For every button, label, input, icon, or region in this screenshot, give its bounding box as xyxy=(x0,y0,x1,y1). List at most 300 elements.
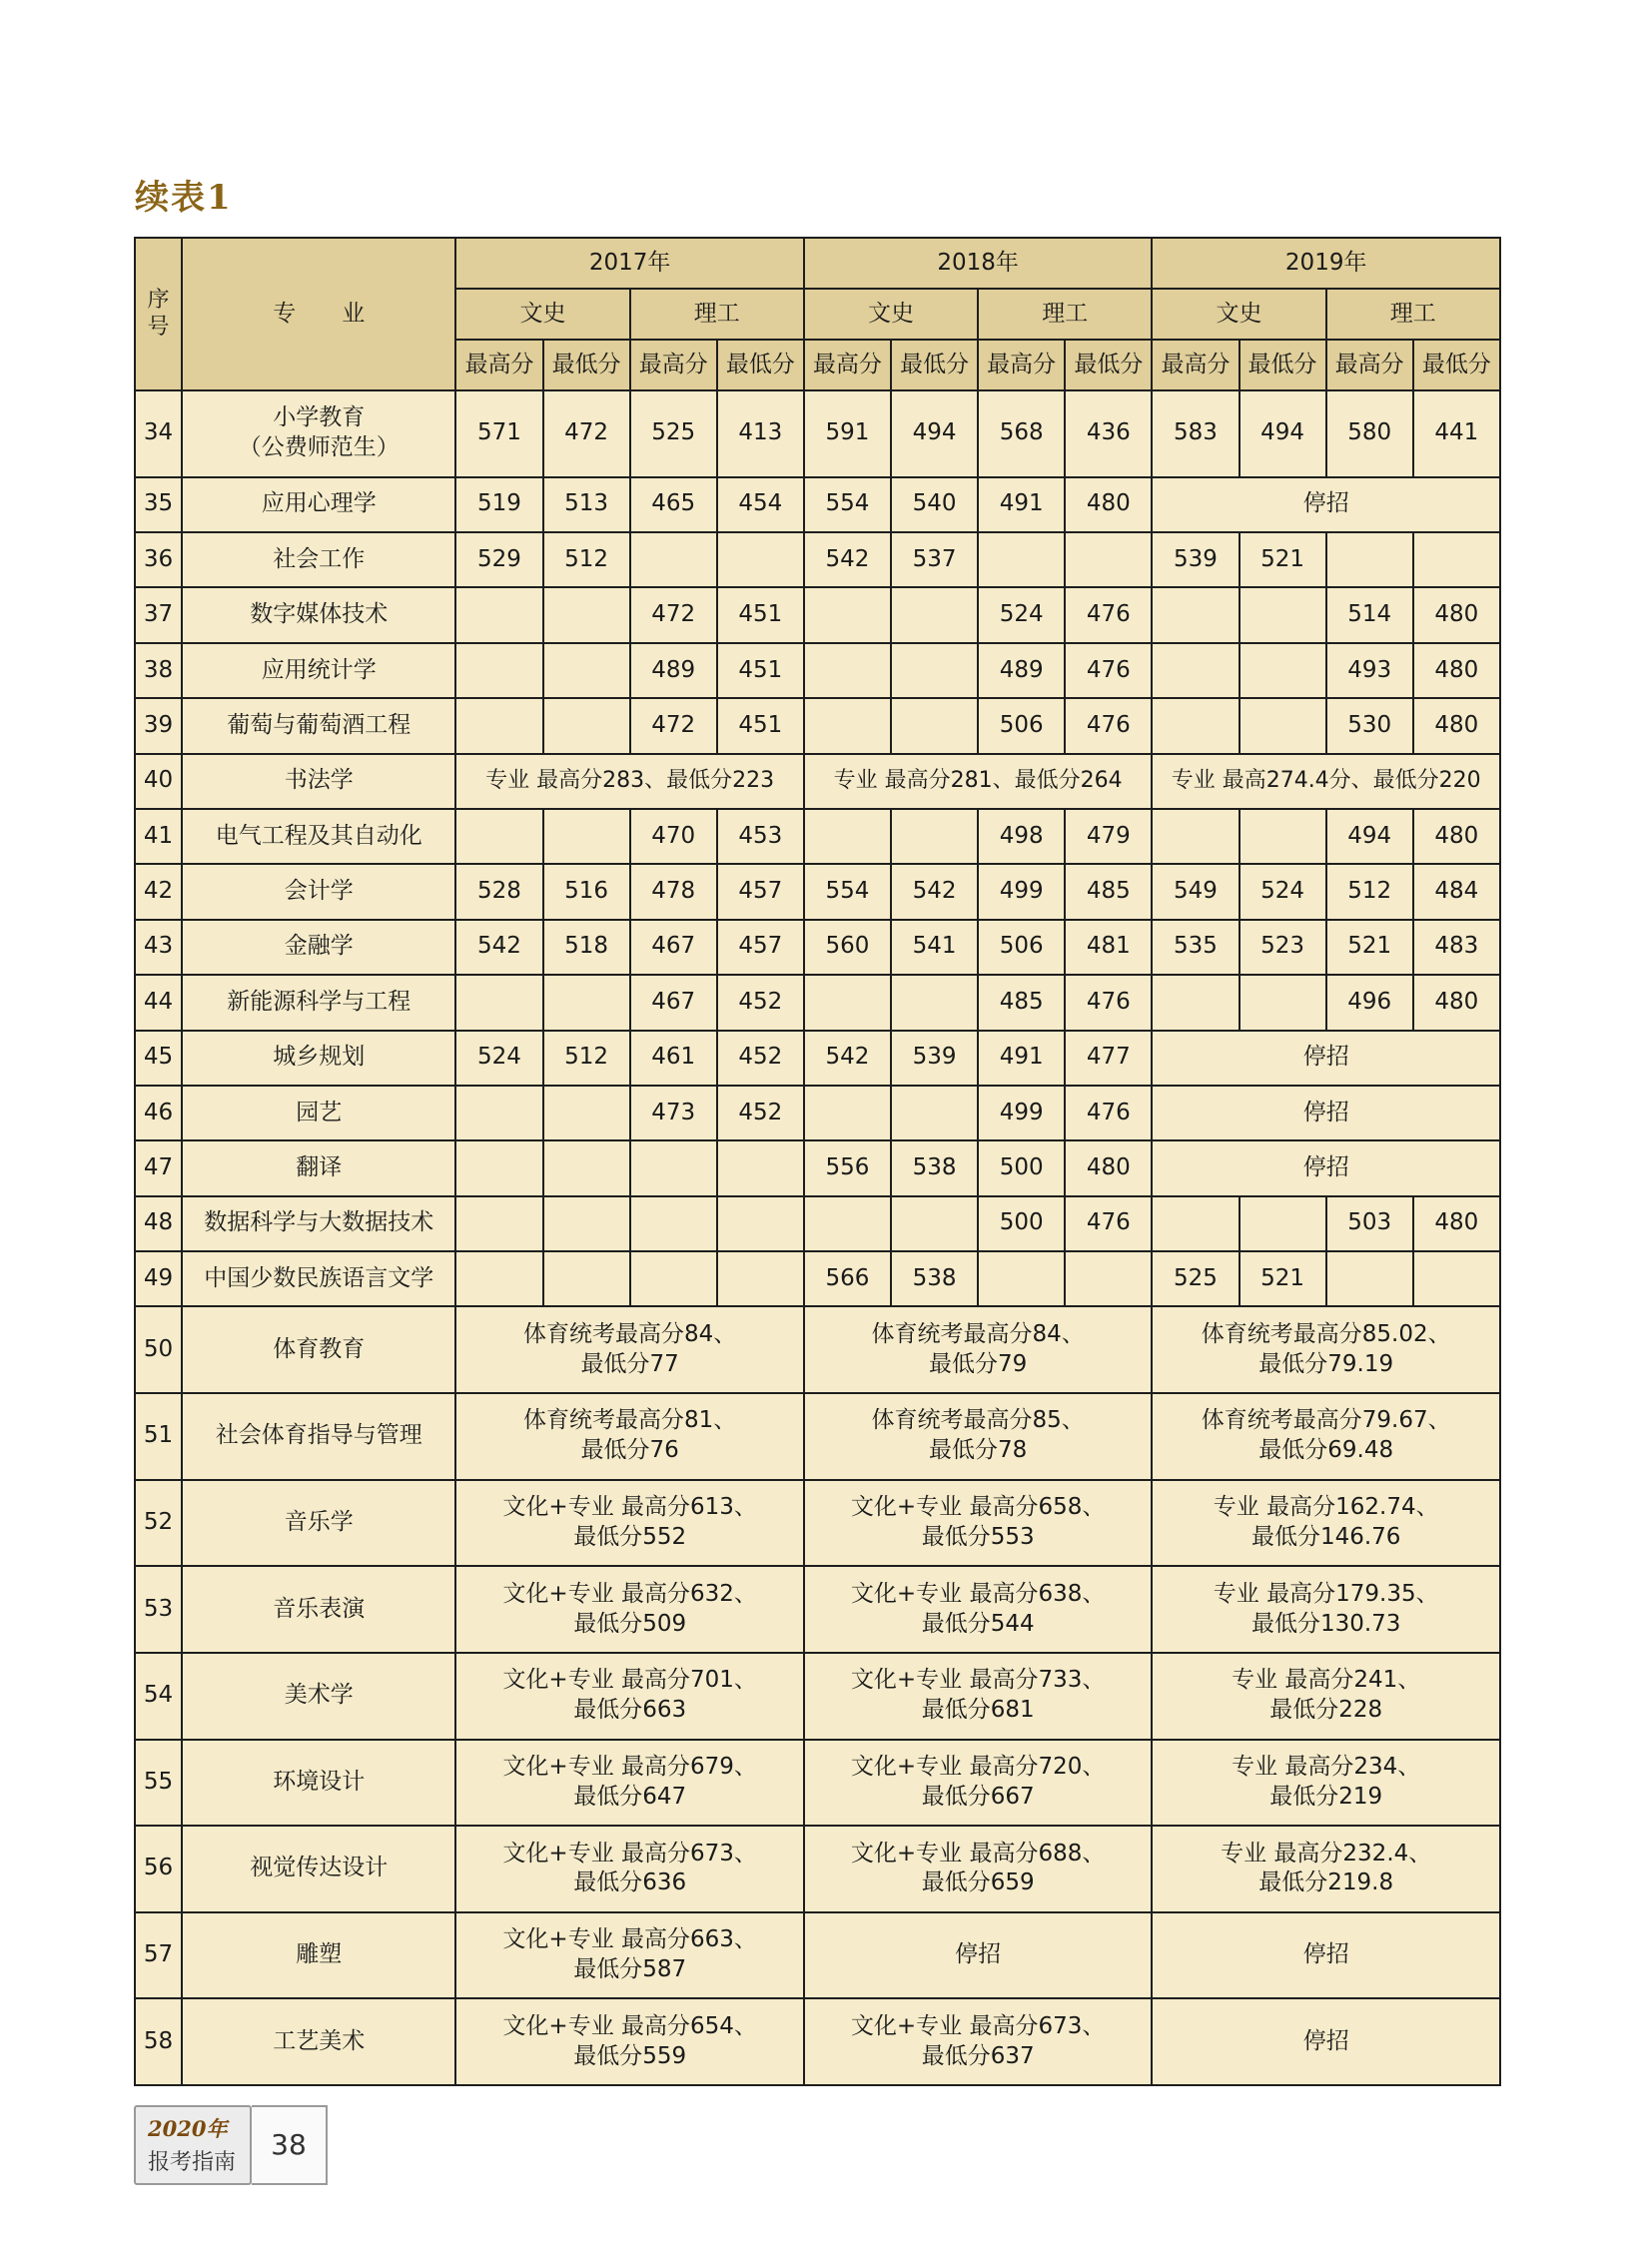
year-note-cell xyxy=(804,1393,1152,1480)
score-cell: 506 xyxy=(978,920,1065,975)
max-header: 最高分 xyxy=(804,340,891,390)
score-cell: 489 xyxy=(630,643,717,698)
page-number: 38 xyxy=(252,2105,328,2185)
score-cell: 539 xyxy=(1152,532,1239,587)
score-cell: 476 xyxy=(1065,587,1152,642)
score-cell: 521 xyxy=(1239,532,1326,587)
note-line: 最低分509 xyxy=(573,1610,687,1637)
track-header: 理工 xyxy=(1326,289,1500,340)
track-header: 理工 xyxy=(978,289,1152,340)
major-name xyxy=(182,390,455,477)
score-cell: 472 xyxy=(630,587,717,642)
score-cell xyxy=(891,643,978,698)
score-cell xyxy=(804,809,891,864)
row-number: 49 xyxy=(135,1251,182,1306)
score-cell xyxy=(978,532,1065,587)
row-number: 39 xyxy=(135,698,182,753)
score-cell xyxy=(630,1251,717,1306)
score-cell: 512 xyxy=(543,532,630,587)
score-cell xyxy=(891,1196,978,1251)
note-line: 文化+专业 最高分679、 xyxy=(502,1753,757,1780)
min-header: 最低分 xyxy=(1065,340,1152,390)
score-cell: 535 xyxy=(1152,920,1239,975)
table-row xyxy=(135,1393,1500,1480)
score-cell: 568 xyxy=(978,390,1065,477)
major-line: 美术学 xyxy=(284,1682,354,1709)
score-cell: 538 xyxy=(891,1140,978,1195)
note-line: 最低分559 xyxy=(573,2042,687,2069)
year-note-cell xyxy=(804,1998,1152,2085)
score-cell: 480 xyxy=(1413,698,1500,753)
year-header: 2017年 xyxy=(455,238,803,289)
score-cell: 481 xyxy=(1065,920,1152,975)
score-cell: 467 xyxy=(630,920,717,975)
score-cell: 537 xyxy=(891,532,978,587)
major-name xyxy=(182,1912,455,1999)
major-line: 会计学 xyxy=(284,878,354,905)
row-number: 58 xyxy=(135,1998,182,2085)
note-line: 体育统考最高分79.67、 xyxy=(1201,1407,1451,1434)
score-cell xyxy=(1239,809,1326,864)
score-cell xyxy=(1239,587,1326,642)
major-line: 雕塑 xyxy=(296,1941,343,1968)
note-line: 专业 最高分179.35、 xyxy=(1213,1580,1439,1607)
major-line: （公费师范生） xyxy=(238,434,400,461)
table-row xyxy=(135,1566,1500,1653)
year-note-cell xyxy=(804,1566,1152,1653)
footer-guide: 报考指南 xyxy=(148,2150,237,2175)
table-row xyxy=(135,1998,1500,2085)
score-cell: 472 xyxy=(630,698,717,753)
row-number: 46 xyxy=(135,1086,182,1140)
major-line: 中国少数民族语言文学 xyxy=(204,1264,434,1291)
year-note-cell xyxy=(804,1740,1152,1827)
score-cell: 506 xyxy=(978,698,1065,753)
table-body xyxy=(135,390,1500,2085)
score-cell xyxy=(804,975,891,1030)
year-note-cell xyxy=(455,1826,803,1912)
score-cell xyxy=(1239,643,1326,698)
score-cell: 580 xyxy=(1326,390,1413,477)
major-name xyxy=(182,1251,455,1306)
score-cell xyxy=(455,1251,542,1306)
score-cell xyxy=(1239,698,1326,753)
note-line: 最低分79 xyxy=(929,1350,1028,1377)
score-cell: 524 xyxy=(455,1031,542,1086)
score-cell: 451 xyxy=(717,643,804,698)
table-row xyxy=(135,754,1500,809)
score-cell: 571 xyxy=(455,390,542,477)
year-note-cell: 停招 xyxy=(804,1912,1152,1999)
major-line: 视觉传达设计 xyxy=(250,1855,389,1881)
note-line: 最低分637 xyxy=(921,2042,1035,2069)
major-name xyxy=(182,1826,455,1912)
major-line: 音乐表演 xyxy=(273,1595,366,1622)
score-cell: 525 xyxy=(1152,1251,1239,1306)
major-name xyxy=(182,1086,455,1140)
score-cell: 542 xyxy=(804,532,891,587)
score-cell xyxy=(804,587,891,642)
score-cell: 542 xyxy=(804,1031,891,1086)
score-cell xyxy=(543,587,630,642)
row-number: 42 xyxy=(135,864,182,919)
score-cell: 514 xyxy=(1326,587,1413,642)
major-line: 工艺美术 xyxy=(273,2027,366,2054)
score-cell: 516 xyxy=(543,864,630,919)
score-cell: 512 xyxy=(543,1031,630,1086)
min-header: 最低分 xyxy=(891,340,978,390)
score-cell: 530 xyxy=(1326,698,1413,753)
score-cell: 524 xyxy=(1239,864,1326,919)
score-cell: 452 xyxy=(717,1031,804,1086)
major-line: 体育教育 xyxy=(273,1335,366,1362)
score-cell: 472 xyxy=(543,390,630,477)
score-cell: 436 xyxy=(1065,390,1152,477)
score-cell xyxy=(717,1251,804,1306)
score-cell: 457 xyxy=(717,864,804,919)
score-cell: 491 xyxy=(978,477,1065,532)
score-cell: 476 xyxy=(1065,1196,1152,1251)
note-line: 最低分636 xyxy=(573,1869,687,1896)
major-name xyxy=(182,477,455,532)
score-cell: 470 xyxy=(630,809,717,864)
score-cell: 591 xyxy=(804,390,891,477)
score-cell: 556 xyxy=(804,1140,891,1195)
row-number: 50 xyxy=(135,1306,182,1393)
score-cell xyxy=(804,698,891,753)
min-header: 最低分 xyxy=(717,340,804,390)
score-cell xyxy=(804,643,891,698)
major-name xyxy=(182,1653,455,1740)
row-number: 48 xyxy=(135,1196,182,1251)
score-cell: 498 xyxy=(978,809,1065,864)
score-cell xyxy=(543,809,630,864)
score-cell: 519 xyxy=(455,477,542,532)
score-cell xyxy=(1152,643,1239,698)
score-cell: 478 xyxy=(630,864,717,919)
note-line: 最低分228 xyxy=(1269,1697,1383,1724)
score-cell: 538 xyxy=(891,1251,978,1306)
score-cell: 539 xyxy=(891,1031,978,1086)
year-header: 2018年 xyxy=(804,238,1152,289)
score-cell xyxy=(717,532,804,587)
row-number: 57 xyxy=(135,1912,182,1999)
score-cell: 503 xyxy=(1326,1196,1413,1251)
note-line: 专业 最高分241、 xyxy=(1232,1667,1421,1694)
score-cell: 523 xyxy=(1239,920,1326,975)
score-cell: 500 xyxy=(978,1196,1065,1251)
score-cell xyxy=(891,975,978,1030)
score-cell: 489 xyxy=(978,643,1065,698)
row-number: 56 xyxy=(135,1826,182,1912)
major-header: 专 业 xyxy=(182,238,455,390)
year-note-cell xyxy=(455,1653,803,1740)
score-cell xyxy=(455,1086,542,1140)
score-cell: 512 xyxy=(1326,864,1413,919)
score-cell xyxy=(804,1086,891,1140)
score-cell: 499 xyxy=(978,864,1065,919)
year-note-cell: 停招 xyxy=(1152,1912,1500,1999)
major-line: 应用心理学 xyxy=(261,490,377,517)
major-name xyxy=(182,1480,455,1567)
major-name xyxy=(182,1031,455,1086)
major-name xyxy=(182,643,455,698)
table-row xyxy=(135,809,1500,864)
major-line: 社会体育指导与管理 xyxy=(215,1422,422,1449)
row-number: 34 xyxy=(135,390,182,477)
score-cell: 480 xyxy=(1413,809,1500,864)
table-row xyxy=(135,587,1500,642)
score-cell xyxy=(543,1251,630,1306)
table-row xyxy=(135,1480,1500,1567)
score-cell xyxy=(1239,1196,1326,1251)
major-name xyxy=(182,1566,455,1653)
table-row xyxy=(135,1306,1500,1393)
score-cell: 451 xyxy=(717,698,804,753)
year-note-cell xyxy=(1152,1740,1500,1827)
year-note-cell xyxy=(1152,1306,1500,1393)
score-cell: 525 xyxy=(630,390,717,477)
score-cell: 542 xyxy=(891,864,978,919)
note-line: 体育统考最高分84、 xyxy=(523,1320,737,1347)
score-cell: 554 xyxy=(804,864,891,919)
major-name xyxy=(182,587,455,642)
major-line: 新能源科学与工程 xyxy=(227,988,412,1015)
table-row xyxy=(135,1031,1500,1086)
major-name xyxy=(182,1998,455,2085)
row-number: 41 xyxy=(135,809,182,864)
score-cell xyxy=(455,643,542,698)
note-line: 专业 最高分162.74、 xyxy=(1213,1494,1439,1521)
note-line: 文化+专业 最高分613、 xyxy=(502,1494,757,1521)
note-line: 文化+专业 最高分632、 xyxy=(502,1580,757,1607)
note-line: 文化+专业 最高分701、 xyxy=(502,1667,757,1694)
score-cell xyxy=(1152,1196,1239,1251)
score-cell: 513 xyxy=(543,477,630,532)
table-row xyxy=(135,864,1500,919)
score-cell xyxy=(1239,975,1326,1030)
year-note-cell xyxy=(804,1653,1152,1740)
note-line: 体育统考最高分84、 xyxy=(871,1320,1085,1347)
score-cell: 518 xyxy=(543,920,630,975)
score-cell xyxy=(891,587,978,642)
score-cell: 480 xyxy=(1065,477,1152,532)
min-header: 最低分 xyxy=(1413,340,1500,390)
score-cell: 540 xyxy=(891,477,978,532)
major-line: 翻译 xyxy=(296,1154,343,1181)
major-name xyxy=(182,698,455,753)
year-note-cell xyxy=(1152,1393,1500,1480)
score-cell: 480 xyxy=(1413,643,1500,698)
year-note-cell: 专业 最高分281、最低分264 xyxy=(804,754,1152,809)
year-note-cell xyxy=(455,1480,803,1567)
table-row xyxy=(135,1826,1500,1912)
major-line: 社会工作 xyxy=(273,545,366,572)
score-cell: 541 xyxy=(891,920,978,975)
track-header: 文史 xyxy=(1152,289,1325,340)
note-line: 文化+专业 最高分673、 xyxy=(502,1840,757,1867)
note-line: 最低分587 xyxy=(573,1956,687,1983)
score-cell: 485 xyxy=(978,975,1065,1030)
score-cell xyxy=(455,975,542,1030)
year-note-cell xyxy=(455,1393,803,1480)
score-cell xyxy=(455,1196,542,1251)
score-cell: 477 xyxy=(1065,1031,1152,1086)
year-note-cell xyxy=(1152,1653,1500,1740)
min-header: 最低分 xyxy=(1239,340,1326,390)
note-line: 最低分681 xyxy=(921,1697,1035,1724)
major-line: 应用统计学 xyxy=(261,656,377,683)
track-header: 理工 xyxy=(630,289,804,340)
score-cell: 549 xyxy=(1152,864,1239,919)
score-cell: 467 xyxy=(630,975,717,1030)
seq-header: 序号 xyxy=(135,238,182,390)
note-line: 最低分667 xyxy=(921,1783,1035,1810)
score-cell xyxy=(891,809,978,864)
table-row xyxy=(135,477,1500,532)
note-line: 最低分77 xyxy=(580,1350,679,1377)
score-cell: 499 xyxy=(978,1086,1065,1140)
major-line: 葡萄与葡萄酒工程 xyxy=(227,711,412,738)
score-cell: 480 xyxy=(1065,1140,1152,1195)
year-note-cell xyxy=(455,1740,803,1827)
major-line: 园艺 xyxy=(296,1099,343,1125)
row-number: 38 xyxy=(135,643,182,698)
max-header: 最高分 xyxy=(978,340,1065,390)
score-cell: 521 xyxy=(1326,920,1413,975)
score-cell xyxy=(543,975,630,1030)
page-footer xyxy=(134,2105,330,2185)
note-line: 专业 最高分232.4、 xyxy=(1221,1840,1432,1867)
score-cell: 500 xyxy=(978,1140,1065,1195)
note-line: 最低分219.8 xyxy=(1258,1869,1394,1896)
note-line: 最低分78 xyxy=(929,1437,1028,1464)
row-number: 35 xyxy=(135,477,182,532)
major-name xyxy=(182,1393,455,1480)
score-cell xyxy=(543,698,630,753)
table-row xyxy=(135,1140,1500,1195)
major-name xyxy=(182,864,455,919)
score-cell: 451 xyxy=(717,587,804,642)
major-line: 数据科学与大数据技术 xyxy=(204,1209,434,1236)
score-cell: 496 xyxy=(1326,975,1413,1030)
note-line: 文化+专业 最高分720、 xyxy=(850,1753,1106,1780)
score-cell xyxy=(1152,698,1239,753)
score-cell: 484 xyxy=(1413,864,1500,919)
year-note-cell xyxy=(455,1912,803,1999)
major-line: 小学教育 xyxy=(273,404,366,431)
note-line: 文化+专业 最高分673、 xyxy=(850,2012,1106,2039)
score-cell xyxy=(1065,532,1152,587)
score-cell xyxy=(543,1196,630,1251)
score-cell xyxy=(543,1140,630,1195)
note-line: 最低分219 xyxy=(1269,1783,1383,1810)
note-line: 文化+专业 最高分654、 xyxy=(502,2012,757,2039)
year-note-cell xyxy=(804,1306,1152,1393)
score-cell: 494 xyxy=(1326,809,1413,864)
row-number: 44 xyxy=(135,975,182,1030)
score-cell: 479 xyxy=(1065,809,1152,864)
row-number: 36 xyxy=(135,532,182,587)
note-line: 文化+专业 最高分688、 xyxy=(850,1840,1106,1867)
score-cell: 454 xyxy=(717,477,804,532)
score-cell xyxy=(1413,1251,1500,1306)
table-row xyxy=(135,1251,1500,1306)
major-line: 环境设计 xyxy=(273,1768,366,1795)
note-line: 最低分552 xyxy=(573,1523,687,1550)
max-header: 最高分 xyxy=(630,340,717,390)
score-cell xyxy=(455,1140,542,1195)
note-line: 文化+专业 最高分658、 xyxy=(850,1494,1106,1521)
table-row xyxy=(135,698,1500,753)
major-name xyxy=(182,532,455,587)
major-line: 音乐学 xyxy=(284,1509,354,1536)
score-cell xyxy=(455,809,542,864)
score-cell: 480 xyxy=(1413,587,1500,642)
score-cell xyxy=(978,1251,1065,1306)
admission-score-table xyxy=(134,237,1501,2086)
year-note-cell xyxy=(804,1826,1152,1912)
note-line: 最低分146.76 xyxy=(1250,1523,1401,1550)
score-cell: 493 xyxy=(1326,643,1413,698)
year-note-cell xyxy=(1152,1566,1500,1653)
row-number: 52 xyxy=(135,1480,182,1567)
major-line: 电气工程及其自动化 xyxy=(215,822,422,849)
major-name xyxy=(182,1306,455,1393)
note-line: 最低分663 xyxy=(573,1697,687,1724)
table-row xyxy=(135,643,1500,698)
major-name xyxy=(182,920,455,975)
suspended-cell: 停招 xyxy=(1152,1086,1500,1140)
note-line: 最低分79.19 xyxy=(1258,1350,1394,1377)
note-line: 文化+专业 最高分663、 xyxy=(502,1926,757,1953)
score-cell xyxy=(630,1140,717,1195)
score-cell: 457 xyxy=(717,920,804,975)
year-note-cell xyxy=(804,1480,1152,1567)
score-cell: 453 xyxy=(717,809,804,864)
note-line: 体育统考最高分85.02、 xyxy=(1201,1320,1451,1347)
score-cell: 473 xyxy=(630,1086,717,1140)
note-line: 最低分544 xyxy=(921,1610,1035,1637)
max-header: 最高分 xyxy=(1326,340,1413,390)
note-line: 最低分553 xyxy=(921,1523,1035,1550)
score-cell xyxy=(1152,975,1239,1030)
guide-badge xyxy=(134,2105,252,2185)
major-name xyxy=(182,809,455,864)
note-line: 体育统考最高分81、 xyxy=(523,1407,737,1434)
year-note-cell xyxy=(1152,1480,1500,1567)
note-line: 体育统考最高分85、 xyxy=(871,1407,1085,1434)
row-number: 54 xyxy=(135,1653,182,1740)
row-number: 45 xyxy=(135,1031,182,1086)
row-number: 47 xyxy=(135,1140,182,1195)
score-cell: 452 xyxy=(717,1086,804,1140)
table-row xyxy=(135,1912,1500,1999)
score-cell xyxy=(1326,532,1413,587)
score-cell xyxy=(804,1196,891,1251)
row-number: 43 xyxy=(135,920,182,975)
score-cell: 480 xyxy=(1413,1196,1500,1251)
note-line: 最低分647 xyxy=(573,1783,687,1810)
score-cell xyxy=(455,698,542,753)
suspended-cell: 停招 xyxy=(1152,1140,1500,1195)
score-cell: 480 xyxy=(1413,975,1500,1030)
score-cell: 485 xyxy=(1065,864,1152,919)
score-cell: 491 xyxy=(978,1031,1065,1086)
score-cell xyxy=(891,1086,978,1140)
year-header: 2019年 xyxy=(1152,238,1500,289)
score-cell: 542 xyxy=(455,920,542,975)
